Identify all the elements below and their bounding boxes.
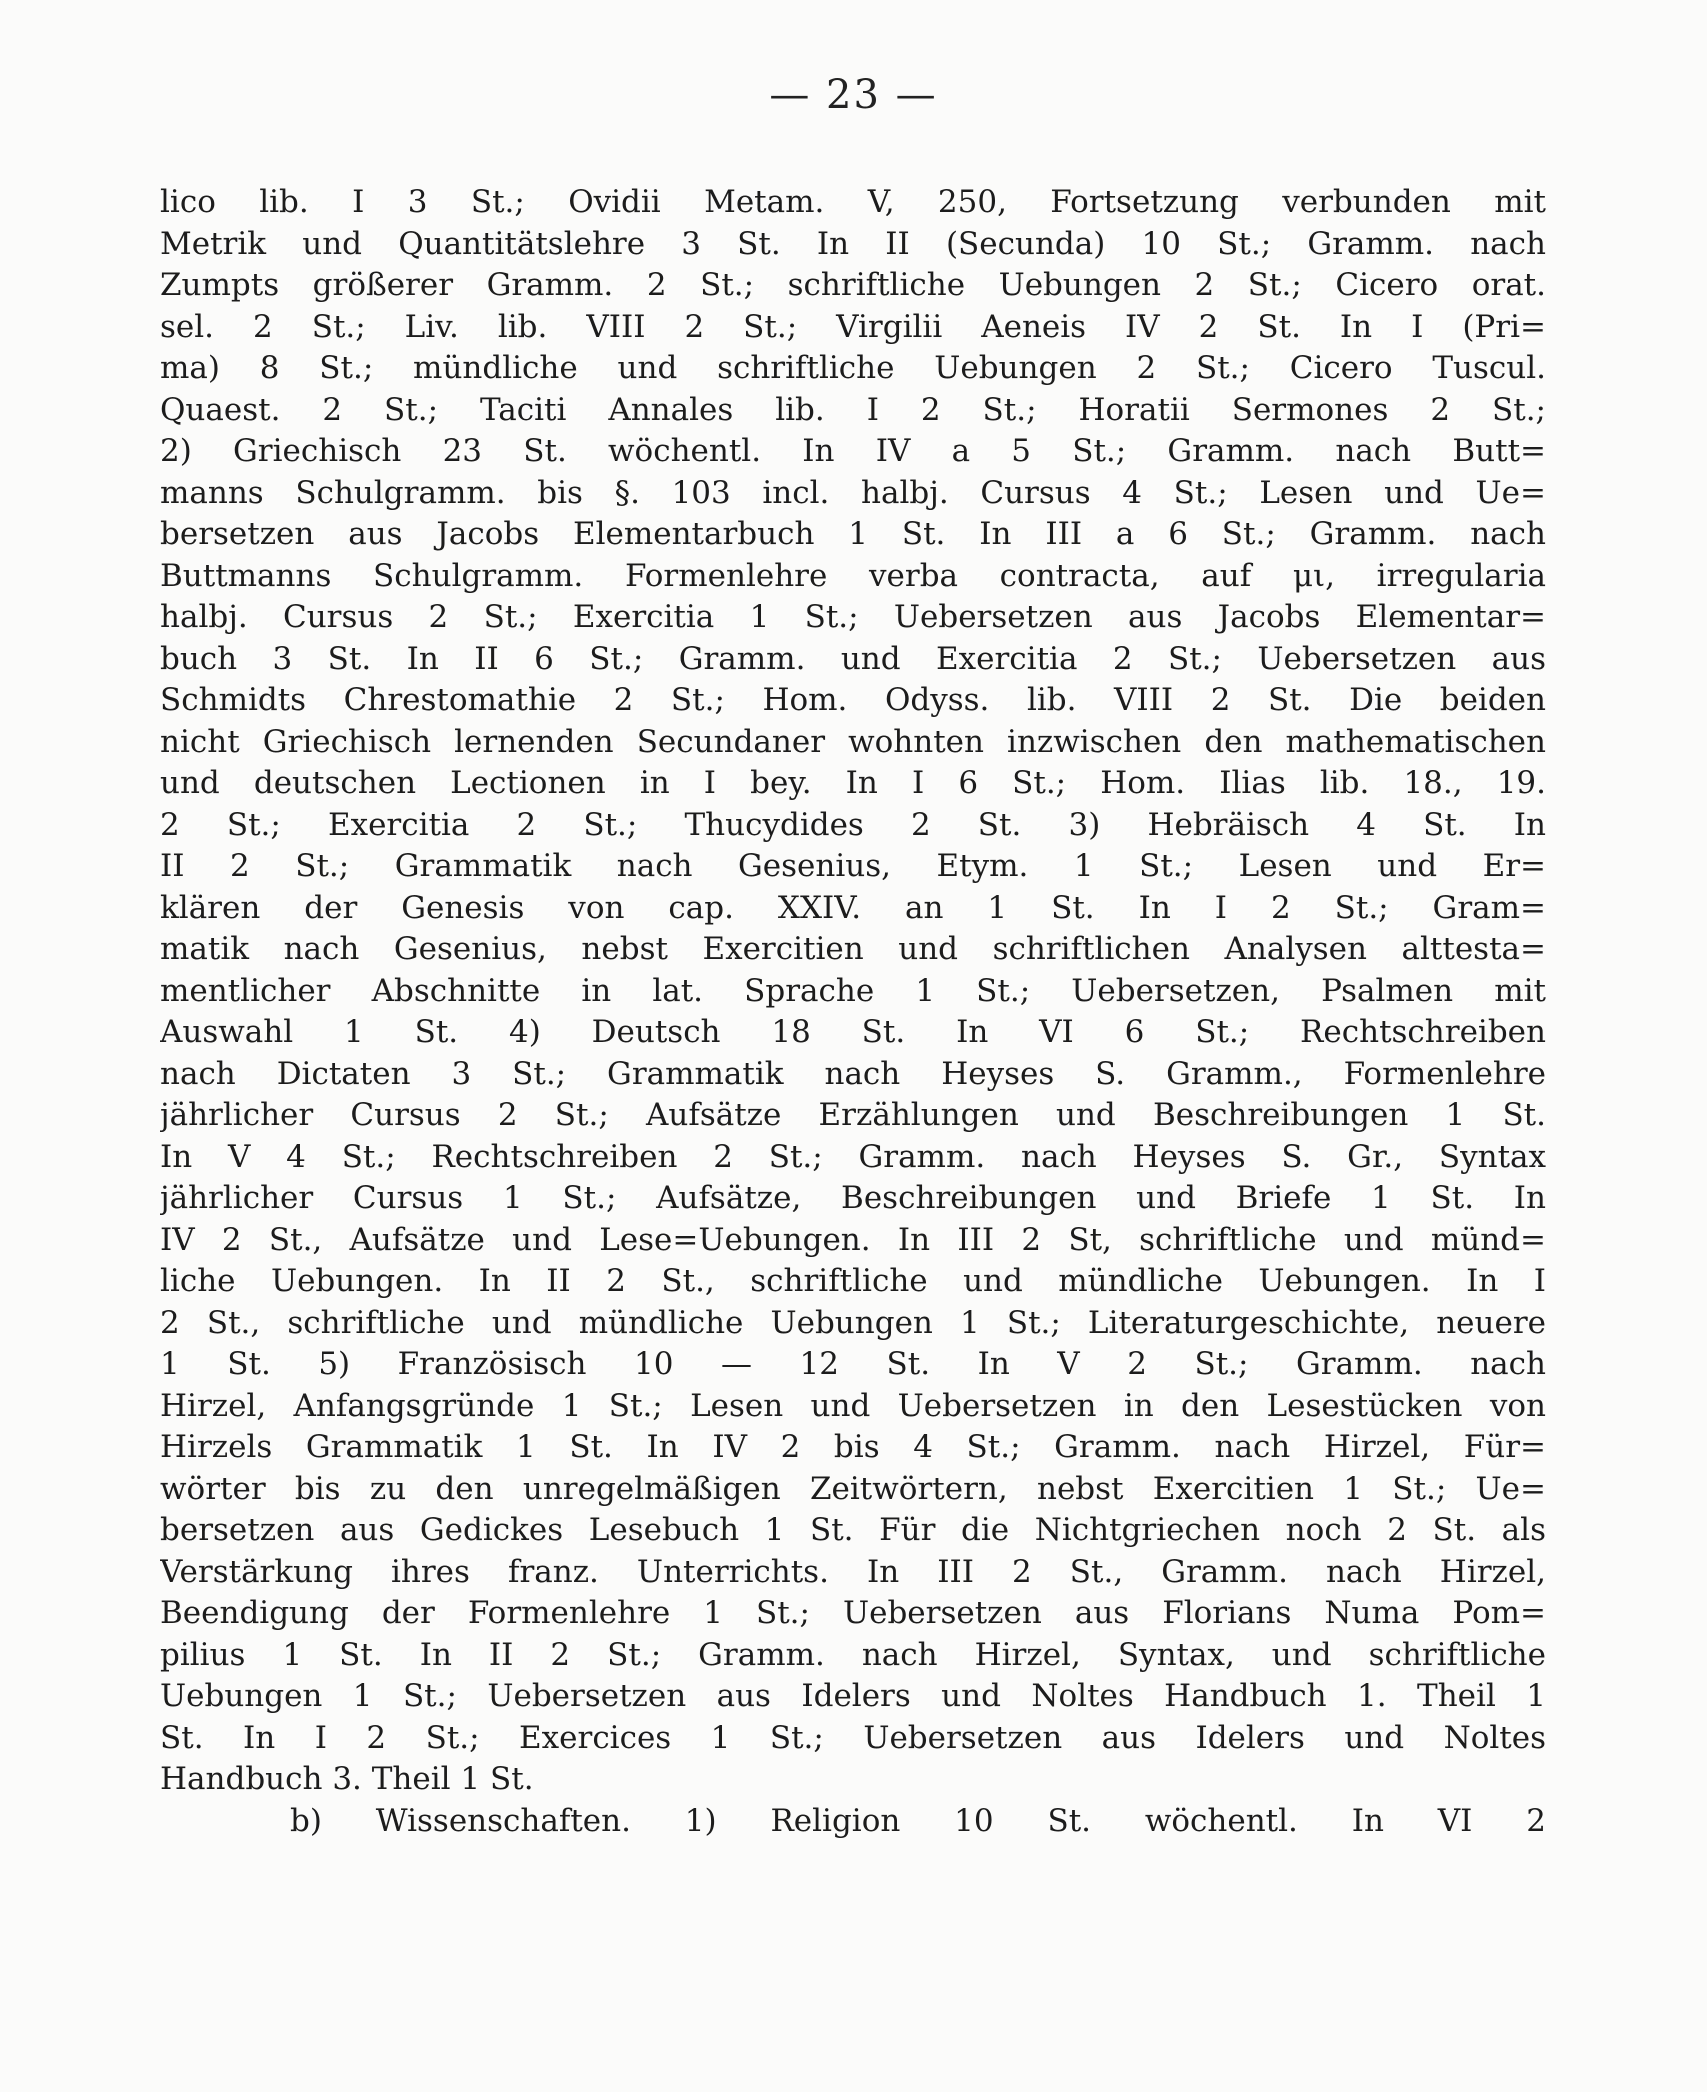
text-line: klären der Genesis von cap. XXIV. an 1 St. In I 2 St.; Gram= xyxy=(160,889,1546,926)
text-line: halbj. Cursus 2 St.; Exercitia 1 St.; Uebersetzen aus Jacobs Elementar= xyxy=(160,599,1546,635)
text-line: St. In I 2 St.; Exercices 1 St.; Uebersetzen aus Idelers und Noltes xyxy=(160,1719,1546,1756)
text-line: lico lib. I 3 St.; Ovidii Metam. V, 250, Fortsetzung verbunden mit xyxy=(160,184,1546,220)
text-line: nach Dictaten 3 St.; Grammatik nach Heyses S. Gramm., Formenlehre xyxy=(160,1055,1546,1092)
text-line: ma) 8 St.; mündliche und schriftliche Uebungen 2 St.; Cicero Tuscul. xyxy=(160,350,1546,386)
text-line: Auswahl 1 St. 4) Deutsch 18 St. In VI 6 St.; Rechtschreiben xyxy=(160,1014,1546,1050)
text-line: wörter bis zu den unregelmäßigen Zeitwörtern, nebst Exercitien 1 St.; Ue= xyxy=(160,1470,1546,1507)
text-line: In V 4 St.; Rechtschreiben 2 St.; Gramm. nach Heyses S. Gr., Syntax xyxy=(160,1138,1546,1175)
text-line: Verstärkung ihres franz. Unterrichts. In III 2 St., Gramm. nach Hirzel, xyxy=(160,1553,1546,1590)
text-line: manns Schulgramm. bis §. 103 incl. halbj. Cursus 4 St.; Lesen und Ue= xyxy=(160,474,1546,511)
text-line: mentlicher Abschnitte in lat. Sprache 1 St.; Uebersetzen, Psalmen mit xyxy=(160,972,1546,1009)
text-line: jährlicher Cursus 2 St.; Aufsätze Erzählungen und Beschreibungen 1 St. xyxy=(160,1097,1546,1133)
text-line: Beendigung der Formenlehre 1 St.; Uebersetzen aus Florians Numa Pom= xyxy=(160,1595,1546,1631)
text-line: b) Wissenschaften. 1) Religion 10 St. wöchentl. In VI 2 xyxy=(290,1802,1546,1839)
text-line: und deutschen Lectionen in I bey. In I 6 St.; Hom. Ilias lib. 18., 19. xyxy=(160,765,1546,801)
text-line: bersetzen aus Jacobs Elementarbuch 1 St. In III a 6 St.; Gramm. nach xyxy=(160,516,1546,552)
text-line: pilius 1 St. In II 2 St.; Gramm. nach Hirzel, Syntax, und schriftliche xyxy=(160,1636,1546,1673)
text-line: Buttmanns Schulgramm. Formenlehre verba contracta, auf μι, irregularia xyxy=(160,557,1546,594)
text-line: Schmidts Chrestomathie 2 St.; Hom. Odyss. lib. VIII 2 St. Die beiden xyxy=(160,682,1546,718)
text-line: 2) Griechisch 23 St. wöchentl. In IV a 5 St.; Gramm. nach Butt= xyxy=(160,433,1546,469)
text-line: Hirzel, Anfangsgründe 1 St.; Lesen und Uebersetzen in den Lesestücken von xyxy=(160,1387,1546,1424)
text-line: Uebungen 1 St.; Uebersetzen aus Idelers und Noltes Handbuch 1. Theil 1 xyxy=(160,1678,1546,1714)
text-line: buch 3 St. In II 6 St.; Gramm. und Exercitia 2 St.; Uebersetzen aus xyxy=(160,640,1546,677)
page-number: — 23 — xyxy=(769,72,938,118)
text-line: nicht Griechisch lernenden Secundaner wohnten inzwischen den mathematischen xyxy=(160,723,1546,760)
text-line: 1 St. 5) Französisch 10 — 12 St. In V 2 St.; Gramm. nach xyxy=(160,1346,1546,1382)
text-line: Metrik und Quantitätslehre 3 St. In II (Secunda) 10 St.; Gramm. nach xyxy=(160,225,1546,262)
text-line: Zumpts größerer Gramm. 2 St.; schriftliche Uebungen 2 St.; Cicero orat. xyxy=(160,267,1546,303)
text-line: Handbuch 3. Theil 1 St. xyxy=(160,1761,534,1797)
text-line: bersetzen aus Gedickes Lesebuch 1 St. Für die Nichtgriechen noch 2 St. als xyxy=(160,1512,1546,1548)
text-line: sel. 2 St.; Liv. lib. VIII 2 St.; Virgilii Aeneis IV 2 St. In I (Pri= xyxy=(160,308,1546,345)
text-line: 2 St.; Exercitia 2 St.; Thucydides 2 St. 3) Hebräisch 4 St. In xyxy=(160,806,1546,843)
text-line: IV 2 St., Aufsätze und Lese=Uebungen. In III 2 St, schriftliche und münd= xyxy=(160,1221,1546,1258)
text-line: II 2 St.; Grammatik nach Gesenius, Etym. 1 St.; Lesen und Er= xyxy=(160,848,1546,884)
text-line: jährlicher Cursus 1 St.; Aufsätze, Beschreibungen und Briefe 1 St. In xyxy=(160,1180,1546,1216)
text-line: 2 St., schriftliche und mündliche Uebungen 1 St.; Literaturgeschichte, neuere xyxy=(160,1304,1546,1341)
text-line: Hirzels Grammatik 1 St. In IV 2 bis 4 St.; Gramm. nach Hirzel, Für= xyxy=(160,1429,1546,1465)
body-text xyxy=(160,182,1546,1842)
text-line: Quaest. 2 St.; Taciti Annales lib. I 2 St.; Horatii Sermones 2 St.; xyxy=(160,391,1546,428)
text-line: matik nach Gesenius, nebst Exercitien und schriftlichen Analysen alttesta= xyxy=(160,931,1546,967)
text-line: liche Uebungen. In II 2 St., schriftliche und mündliche Uebungen. In I xyxy=(160,1263,1546,1299)
